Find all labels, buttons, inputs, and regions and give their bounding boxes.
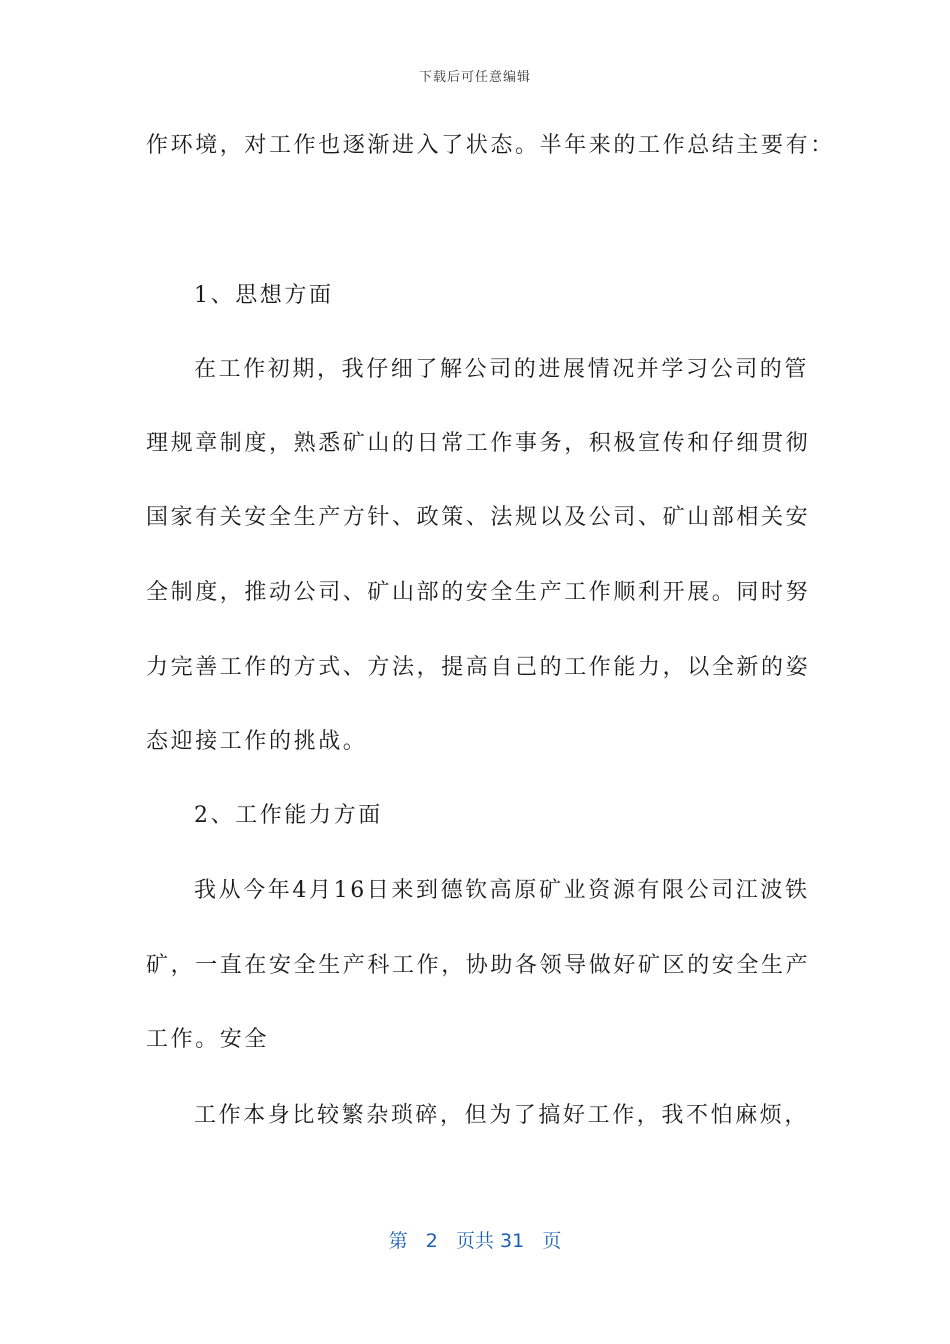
footer-current-page: 2 bbox=[425, 1230, 438, 1252]
footer-suffix: 页 bbox=[542, 1230, 562, 1252]
paragraph-line: 力完善工作的方式、方法，提高自己的工作能力，以全新的姿 bbox=[146, 655, 811, 680]
section-heading-ability: 2、工作能力方面 bbox=[194, 803, 383, 828]
paragraph-line: 全制度，推动公司、矿山部的安全生产工作顺利开展。同时努 bbox=[146, 580, 811, 605]
page-footer bbox=[0, 1226, 950, 1253]
footer-prefix: 第 bbox=[388, 1230, 408, 1252]
page-header: 下载后可任意编辑 bbox=[418, 70, 531, 85]
section-heading-thought: 1、思想方面 bbox=[194, 283, 334, 308]
paragraph-line: 工作本身比较繁杂琐碎，但为了搞好工作，我不怕麻烦， bbox=[194, 1103, 810, 1128]
paragraph-line: 我从今年4月16日来到德钦高原矿业资源有限公司江波铁 bbox=[194, 878, 810, 903]
paragraph-line: 态迎接工作的挑战。 bbox=[146, 729, 368, 754]
paragraph-line: 国家有关安全生产方针、政策、法规以及公司、矿山部相关安 bbox=[146, 505, 811, 530]
footer-middle: 页共 bbox=[455, 1230, 494, 1252]
footer-total-pages: 31 bbox=[500, 1230, 525, 1252]
paragraph-line: 在工作初期，我仔细了解公司的进展情况并学习公司的管 bbox=[194, 357, 810, 382]
paragraph-line: 工作。安全 bbox=[146, 1027, 270, 1052]
paragraph-line: 作环境，对工作也逐渐进入了状态。半年来的工作总结主要有： bbox=[146, 133, 835, 158]
paragraph-line: 理规章制度，熟悉矿山的日常工作事务，积极宣传和仔细贯彻 bbox=[146, 431, 811, 456]
paragraph-line: 矿，一直在安全生产科工作，协助各领导做好矿区的安全生产 bbox=[146, 953, 811, 978]
